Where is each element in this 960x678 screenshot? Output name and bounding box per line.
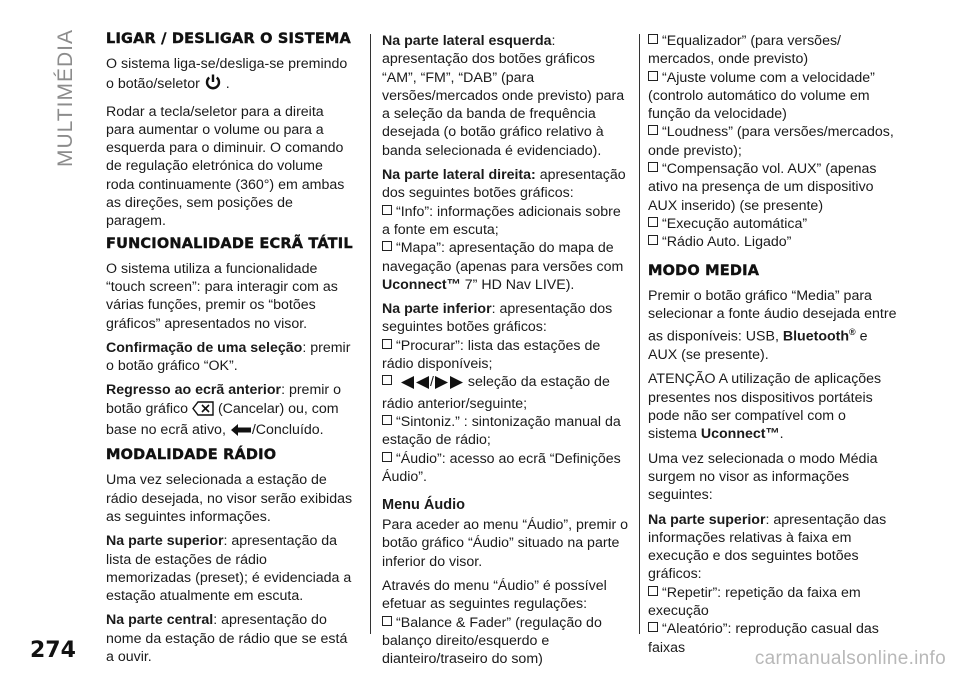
heading-media: MODO MEDIA (648, 262, 760, 279)
text: “Compensação vol. AUX” (apenas ativo na presença de um dispositivo AUX inserido) (se presente) (648, 161, 877, 214)
label-bold: Na parte superior (648, 511, 766, 528)
column-divider (639, 34, 640, 634)
text: / (429, 374, 434, 391)
list-item (382, 203, 632, 240)
paragraph (106, 611, 354, 666)
checkbox-square-icon (648, 71, 658, 81)
paragraph (648, 287, 898, 365)
list-item (382, 614, 632, 669)
label-bold: Na parte central (106, 612, 214, 629)
text: . (779, 426, 784, 443)
checkbox-square-icon (648, 125, 658, 135)
paragraph (106, 381, 354, 442)
list-item (382, 373, 632, 413)
heading-touch: FUNCIONALIDADE ECRÃ TÁTIL (106, 235, 353, 252)
column-3 (648, 32, 898, 657)
paragraph (382, 166, 632, 203)
list-item (382, 413, 632, 450)
text: “Procurar”: lista das estações de rádio disponíveis; (382, 337, 601, 373)
checkbox-square-icon (648, 235, 658, 245)
paragraph (382, 300, 632, 337)
power-icon (204, 73, 222, 96)
list-item (648, 233, 898, 251)
text: “Sintoniz.” : sintonização manual da estação de rádio; (382, 413, 621, 449)
text: “Rádio Auto. Ligado” (662, 234, 792, 251)
previous-icon (400, 376, 430, 394)
text: . (225, 76, 230, 93)
list-item (648, 32, 898, 69)
paragraph: Para aceder ao menu “Áudio”, premir o botão gráfico “Áudio” situado na parte inferior do visor. (382, 517, 629, 570)
label-bold: Uconnect™ (382, 276, 461, 293)
paragraph (106, 339, 354, 376)
text: /Concluído. (251, 422, 324, 439)
page-number: 274 (30, 638, 76, 663)
column-divider (370, 34, 371, 634)
section-side-label (48, 24, 80, 174)
text: “Info”: informações adicionais sobre a fonte em escuta; (382, 203, 621, 238)
heading-audio-menu: Menu Áudio (382, 497, 465, 514)
text: : apresentação do nome da estação de rádio que se está a ouvir. (106, 612, 348, 666)
checkbox-square-icon (382, 452, 392, 462)
label-bold: Na parte superior (106, 533, 224, 550)
list-item (382, 239, 632, 294)
list-item (648, 160, 898, 215)
registered-mark: ® (849, 327, 856, 338)
checkbox-square-icon (382, 616, 392, 626)
checkbox-square-icon (382, 415, 392, 425)
text: : apresentação das informações relativas à faixa em execução e dos seguintes botões gráficos: (648, 511, 887, 583)
text: “Execução automática” (662, 215, 808, 232)
checkbox-square-icon (648, 622, 658, 632)
text: ATENÇÃO A utilização de aplicações presentes nos dispositivos portáteis pode não ser compatível com o sistema (648, 371, 882, 443)
text: “Áudio”: acesso ao ecrã “Definições Áudio”. (382, 450, 621, 485)
list-item (382, 337, 632, 374)
section-side-label-text: MULTIMÉDIA (54, 29, 77, 167)
list-item (648, 215, 898, 233)
paragraph (648, 511, 898, 584)
text: seleção da estação de rádio anterior/seguinte; (382, 374, 610, 412)
paragraph: Uma vez selecionada o modo Média surgem no visor as informações seguintes: (648, 450, 878, 504)
text: (Cancelar) ou, com base no ecrã ativo, (106, 400, 339, 439)
text: : premir o botão gráfico “OK”. (106, 339, 351, 375)
text: “Equalizador” (para versões/ mercados, onde previsto) (648, 33, 841, 68)
text: “Repetir”: repetição da faixa em execução (648, 584, 861, 620)
label-bold: Na parte lateral direita: (382, 167, 536, 184)
paragraph: Uma vez selecionada a estação de rádio desejada, no visor serão exibidas as seguintes informações. (106, 472, 353, 525)
text: “Balance & Fader” (regulação do balanço direito/esquerdo e dianteiro/traseiro do som) (382, 614, 602, 668)
text: : apresentação da lista de estações de rádio memorizadas (preset); é evidenciada a estação atualmente em escuta. (106, 533, 352, 605)
checkbox-square-icon (648, 162, 658, 172)
next-icon (434, 376, 464, 394)
text: : premir o botão gráfico (106, 382, 341, 417)
label-bold: Bluetooth (782, 328, 850, 345)
text: “Aleatório”: reprodução casual das faixas (648, 621, 879, 656)
label-bold: Uconnect™ (700, 426, 780, 443)
text: : apresentação dos botões gráficos “AM”, “FM”, “DAB” (para versões/mercados onde previsto) para a seleção da banda de frequência desejada (o botão gráfico relativo à banda selecionada é evidenciado). (382, 33, 625, 159)
checkbox-square-icon (648, 586, 658, 596)
label-bold: Na parte lateral esquerda (382, 33, 552, 49)
paragraph (106, 55, 354, 97)
back-arrow-icon (230, 423, 252, 442)
label-bold: Regresso ao ecrã anterior (106, 382, 282, 399)
text: “Loudness” (para versões/mercados, onde previsto); (648, 124, 894, 159)
text: apresentação dos seguintes botões gráficos: (382, 167, 626, 202)
heading-radio: MODALIDADE RÁDIO (106, 447, 277, 464)
paragraph (382, 32, 632, 160)
paragraph (648, 370, 898, 443)
checkbox-square-icon (648, 217, 658, 227)
label-bold: Confirmação de uma seleção (106, 339, 303, 356)
text: e AUX (se presente). (648, 328, 868, 364)
list-item (648, 584, 898, 621)
label-bold: Na parte inferior (382, 301, 492, 318)
paragraph: Através do menu “Áudio” é possível efetuar as seguintes regulações: (382, 578, 607, 613)
text: O sistema liga-se/desliga-se premindo o botão/seletor (106, 56, 348, 93)
cancel-icon (192, 401, 214, 421)
text: “Mapa”: apresentação do mapa de navegação (apenas para versões com (382, 240, 624, 275)
heading-power: LIGAR / DESLIGAR O SISTEMA (106, 31, 351, 47)
text: “Ajuste volume com a velocidade” (controlo automático do volume em função da velocidade) (648, 69, 875, 123)
checkbox-square-icon (382, 241, 392, 251)
watermark: carmanualsonline.info (754, 648, 946, 669)
text: : apresentação dos seguintes botões gráficos: (382, 301, 613, 336)
paragraph (106, 532, 354, 605)
list-item (648, 123, 898, 160)
text: 7” HD Nav LIVE). (460, 276, 575, 293)
checkbox-square-icon (648, 34, 658, 44)
checkbox-square-icon (382, 205, 392, 215)
column-2 (382, 32, 632, 669)
checkbox-square-icon (382, 339, 392, 349)
paragraph: Rodar a tecla/seletor para a direita para aumentar o volume ou para a esquerda para o diminuir. O comando de regulação eletrónica do volume roda continuamente (360°) em ambas as direções, sem posições de paragem. (106, 103, 345, 230)
text: Premir o botão gráfico “Media” para selecionar a fonte áudio desejada entre as disponíveis: USB, (648, 287, 897, 345)
column-1 (106, 32, 354, 672)
list-item (382, 450, 632, 487)
paragraph: O sistema utiliza a funcionalidade “touch screen”: para interagir com as várias funções, premir os “botões gráficos” apresentados no visor. (106, 260, 338, 332)
checkbox-square-icon (382, 375, 392, 385)
list-item (648, 69, 898, 124)
